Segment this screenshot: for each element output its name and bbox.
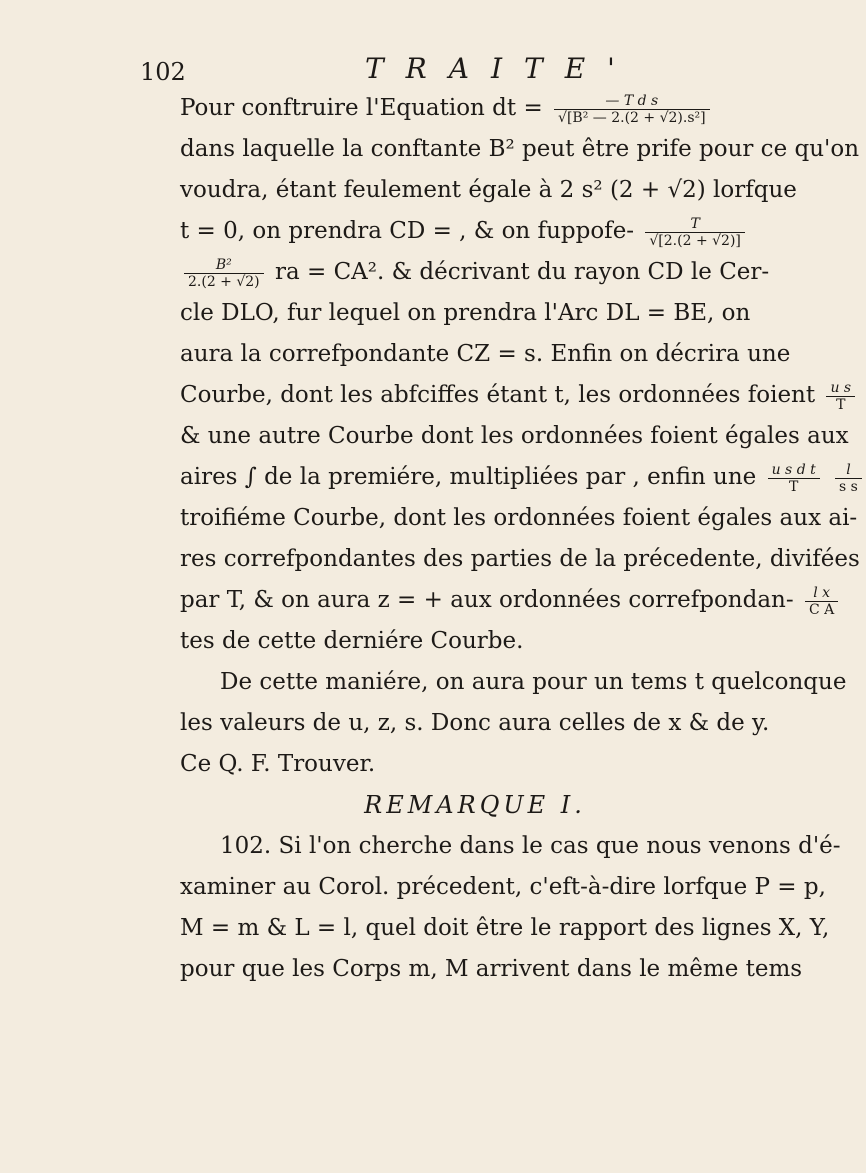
text-line: aura la correfpondante CZ = s. Enfin on décrira une xyxy=(180,341,791,367)
text-line: les valeurs de u, z, s. Donc aura celles de x & de y. xyxy=(180,710,770,736)
text-line: tes de cette derniére Courbe. xyxy=(180,628,524,654)
text-line: pour que les Corps m, M arrivent dans le même tems xyxy=(180,956,803,982)
page-number: 102 xyxy=(140,58,186,86)
text-line: aires ∫ de la premiére, multipliées par , enfin une $\frac{\text{u s d t}}{T}$ $\frac{l}{\text{s s}}$ xyxy=(180,457,770,498)
text-line: t = 0, on prendra CD = , & on fuppofe- $\frac{T}{√[2.(2 + √2)]}$ xyxy=(180,211,770,252)
fraction-ra: $\frac{\text{B²}}{2.(2 + √2)}$ xyxy=(184,257,264,290)
text-line: Courbe, dont les abfciffes étant t, les ordonnées foient $\frac{\text{u s}}{T}$ xyxy=(180,375,770,416)
text-line: M = m & L = l, quel doit être le rapport des lignes X, Y, xyxy=(180,915,830,941)
page-header xyxy=(0,30,800,86)
text-line: Pour conftruire l'Equation dt = $\frac{\text{— T d s}}{\text{√[B² — 2.(2 + √2).s²]}}$ xyxy=(180,88,770,129)
fraction-multiplier: $\frac{l}{\text{s s}}$ xyxy=(835,462,862,495)
text-line: voudra, étant feulement égale à 2 s² (2 + √2) lorfque xyxy=(180,177,797,203)
section-heading: REMARQUE I. xyxy=(364,791,586,819)
text-line: res correfpondantes des parties de la précedente, divifées xyxy=(180,546,860,572)
text-body xyxy=(180,88,860,990)
fraction-aires: $\frac{\text{u s d t}}{T}$ xyxy=(768,462,820,495)
text-line: par T, & on aura z = + aux ordonnées correfpondan- $\frac{\text{l x}}{\text{C A}}$ xyxy=(180,580,770,621)
text-line: xaminer au Corol. précedent, c'eft-à-dire lorfque P = p, xyxy=(180,874,826,900)
text-line: Ce Q. F. Trouver. xyxy=(180,751,376,777)
text-line: De cette maniére, on aura pour un tems t quelconque xyxy=(220,669,847,695)
fraction-z: $\frac{\text{l x}}{\text{C A}}$ xyxy=(805,585,838,618)
fraction-ordonnees: $\frac{\text{u s}}{T}$ xyxy=(826,380,855,413)
text-line: cle DLO, fur lequel on prendra l'Arc DL = BE, on xyxy=(180,300,751,326)
text-line: $\frac{\text{B²}}{2.(2 + √2)}$ ra = CA². & décrivant du rayon CD le Cer- xyxy=(180,252,770,293)
text-line: & une autre Courbe dont les ordonnées foient égales aux xyxy=(180,423,849,449)
text-line: dans laquelle la conftante B² peut être prife pour ce qu'on xyxy=(180,136,860,162)
fraction-cd: $\frac{T}{√[2.(2 + √2)]}$ xyxy=(645,216,745,249)
running-title: TRAITE' xyxy=(365,52,637,85)
text-line: 102. Si l'on cherche dans le cas que nous venons d'é- xyxy=(220,833,841,859)
fraction-dt: $\frac{\text{— T d s}}{\text{√[B² — 2.(2 + √2).s²]}}$ xyxy=(554,93,710,126)
text-line: troifiéme Courbe, dont les ordonnées foient égales aux ai- xyxy=(180,505,858,531)
